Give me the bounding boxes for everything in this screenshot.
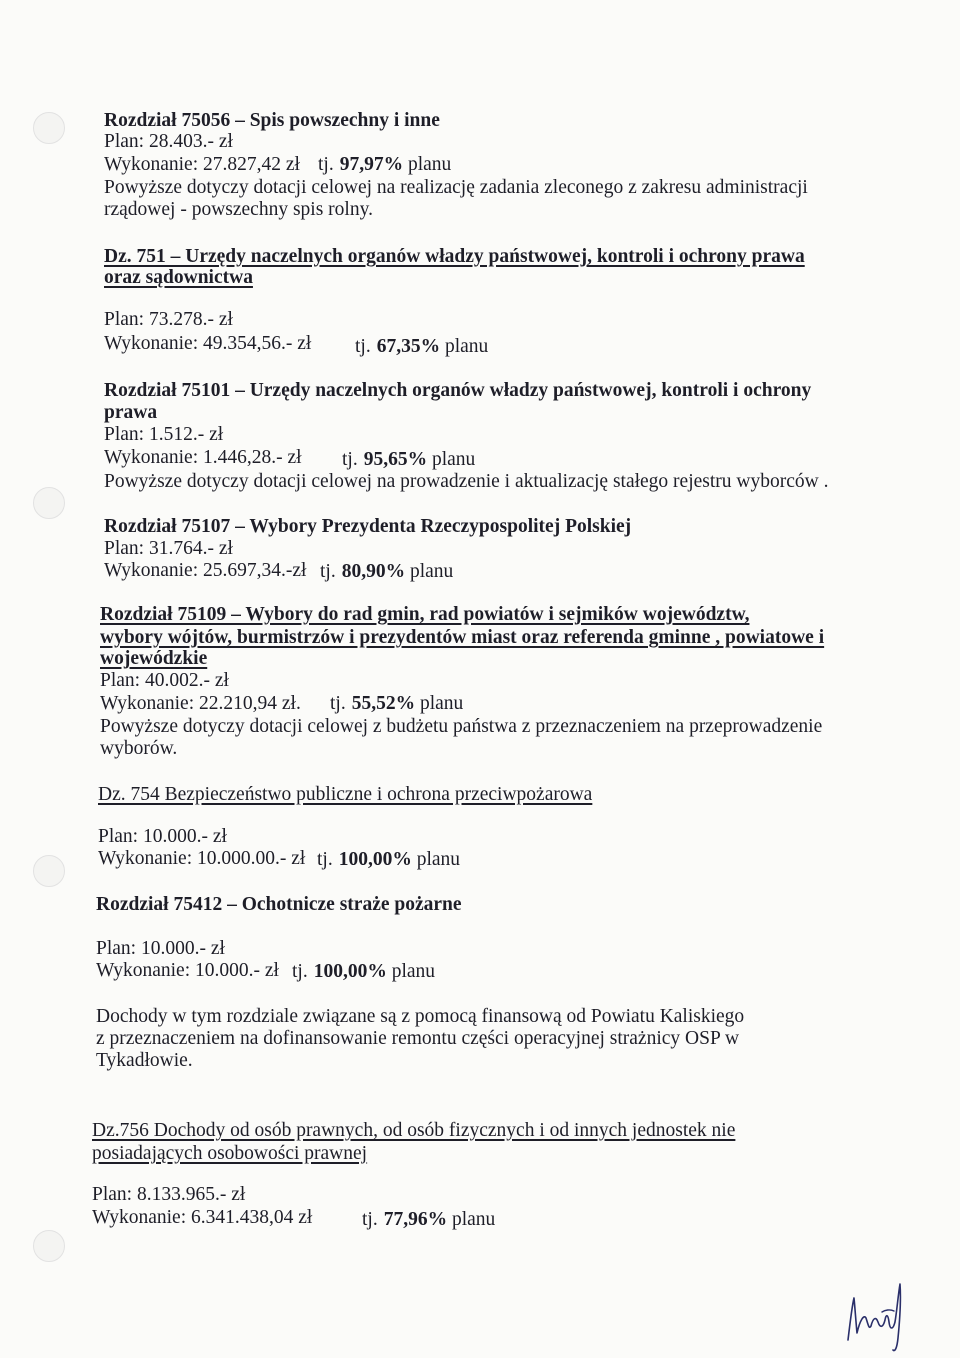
chapter-heading: Dz.756 Dochody od osób prawnych, od osób fizycznych i od innych jednostek nie: [92, 1120, 736, 1141]
section-heading: prawa: [104, 402, 158, 423]
execution-percent: tj. 80,90% planu: [320, 561, 454, 582]
section-heading: wybory wójtów, burmistrzów i prezydentów miast oraz referenda gminne , powiatowe i: [100, 627, 825, 648]
description-text: Dochody w tym rozdziale związane są z pomocą finansową od Powiatu Kaliskiego: [96, 1006, 745, 1027]
section-heading: Rozdział 75101 – Urzędy naczelnych organów władzy państwowej, kontroli i ochrony: [104, 380, 812, 401]
execution-amount: Wykonanie: 27.827,42 zł: [104, 154, 300, 175]
execution-amount: Wykonanie: 22.210,94 zł.: [100, 693, 301, 714]
description-text: Powyższe dotyczy dotacji celowej na realizację zadania zleconego z zakresu administracji: [104, 177, 808, 198]
execution-percent: tj. 100,00% planu: [317, 849, 461, 870]
description-text: Tykadłowie.: [96, 1050, 193, 1071]
execution-amount: Wykonanie: 49.354,56.- zł: [104, 333, 312, 354]
execution-percent: tj. 55,52% planu: [330, 693, 464, 714]
chapter-heading: posiadających osobowości prawnej: [92, 1143, 368, 1164]
description-text: Powyższe dotyczy dotacji celowej z budżetu państwa z przeznaczeniem na przeprowadzenie: [100, 716, 823, 737]
section-heading: Rozdział 75412 – Ochotnicze straże pożarne: [96, 894, 462, 915]
execution-percent: tj. 67,35% planu: [355, 336, 489, 357]
description-text: rządowej - powszechny spis rolny.: [104, 199, 373, 220]
execution-percent: tj. 100,00% planu: [292, 961, 436, 982]
plan-amount: Plan: 28.403.- zł: [104, 131, 233, 152]
plan-amount: Plan: 40.002.- zł: [100, 670, 229, 691]
plan-amount: Plan: 10.000.- zł: [96, 938, 225, 959]
execution-amount: Wykonanie: 10.000.00.- zł: [98, 848, 306, 869]
description-text: z przeznaczeniem na dofinansowanie remontu części operacyjnej strażnicy OSP w: [96, 1028, 740, 1049]
chapter-heading: oraz sądownictwa: [104, 267, 253, 288]
chapter-heading: Dz. 754 Bezpieczeństwo publiczne i ochrona przeciwpożarowa: [98, 784, 593, 805]
section-heading: Rozdział 75056 – Spis powszechny i inne: [104, 110, 440, 131]
execution-amount: Wykonanie: 6.341.438,04 zł: [92, 1207, 313, 1228]
description-text: Powyższe dotyczy dotacji celowej na prowadzenie i aktualizację stałego rejestru wyborców .: [104, 471, 829, 492]
execution-amount: Wykonanie: 10.000.- zł: [96, 960, 279, 981]
plan-amount: Plan: 10.000.- zł: [98, 826, 227, 847]
chapter-heading: Dz. 751 – Urzędy naczelnych organów władzy państwowej, kontroli i ochrony prawa: [104, 246, 805, 267]
execution-percent: tj. 97,97% planu: [318, 154, 452, 175]
execution-amount: Wykonanie: 1.446,28.- zł: [104, 447, 302, 468]
execution-percent: tj. 77,96% planu: [362, 1209, 496, 1230]
plan-amount: Plan: 8.133.965.- zł: [92, 1184, 246, 1205]
description-text: wyborów.: [100, 738, 178, 759]
section-heading: Rozdział 75109 – Wybory do rad gmin, rad powiatów i sejmików województw,: [100, 604, 750, 625]
handwritten-signature: [838, 1278, 918, 1354]
execution-amount: Wykonanie: 25.697,34.-zł: [104, 560, 307, 581]
plan-amount: Plan: 31.764.- zł: [104, 538, 233, 559]
plan-amount: Plan: 73.278.- zł: [104, 309, 233, 330]
section-heading: Rozdział 75107 – Wybory Prezydenta Rzeczypospolitej Polskiej: [104, 516, 632, 537]
execution-percent: tj. 95,65% planu: [342, 449, 476, 470]
plan-amount: Plan: 1.512.- zł: [104, 424, 224, 445]
section-heading: wojewódzkie: [100, 648, 208, 669]
